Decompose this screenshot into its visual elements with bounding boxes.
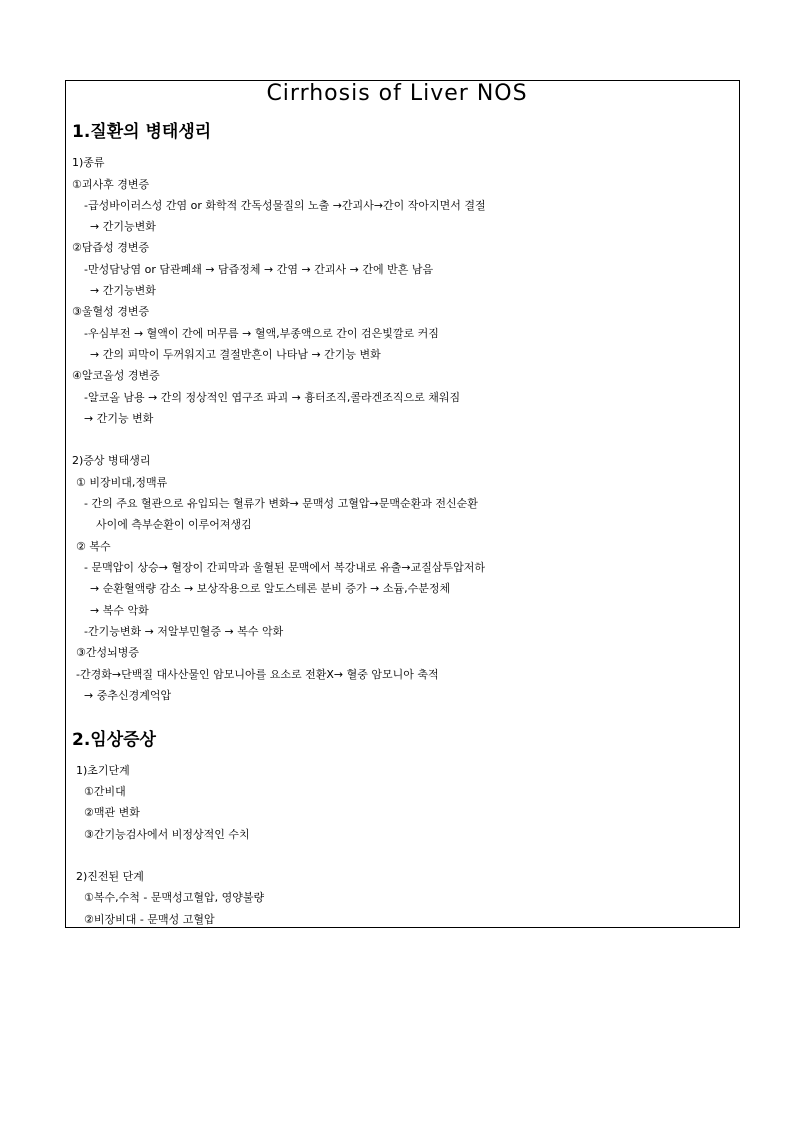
list-item: ②비장비대 - 문맥성 고혈압 bbox=[84, 913, 215, 926]
subheading-symptom-pathophysiology: 2)증상 병태생리 bbox=[72, 454, 151, 467]
subheading-types: 1)종류 bbox=[72, 156, 105, 169]
list-item: → 순환혈액량 감소 → 보상작용으로 알도스테론 분비 증가 → 소듐,수분정체 bbox=[90, 582, 451, 595]
subheading-advanced-stage: 2)진전된 단계 bbox=[76, 870, 144, 883]
list-item: -만성담낭염 or 담관폐쇄 → 담즙정체 → 간염 → 간괴사 → 간에 반흔 남음 bbox=[84, 263, 434, 276]
list-item: → 간기능변화 bbox=[90, 220, 156, 233]
list-item: - 문맥압이 상승→ 혈장이 간피막과 울혈된 문맥에서 복강내로 유출→교질삼투압저하 bbox=[84, 561, 486, 574]
list-item: -알코올 남용 → 간의 정상적인 엽구조 파괴 → 흉터조직,콜라겐조직으로 채워짐 bbox=[84, 391, 461, 404]
list-item: ①괴사후 경변증 bbox=[72, 178, 150, 191]
document-title: Cirrhosis of Liver NOS bbox=[266, 81, 528, 106]
list-item: ③간성뇌병증 bbox=[76, 646, 139, 659]
list-item: → 간기능 변화 bbox=[84, 412, 154, 425]
list-item: ①복수,수척 - 문맥성고혈압, 영양불량 bbox=[84, 891, 265, 904]
list-item: ②맥관 변화 bbox=[84, 806, 140, 819]
list-item: ①간비대 bbox=[84, 785, 126, 798]
section-heading-clinical-symptoms: 2.임상증상 bbox=[72, 730, 156, 750]
list-item: ③간기능검사에서 비정상적인 수치 bbox=[84, 828, 250, 841]
list-item: ① 비장비대,정맥류 bbox=[76, 476, 168, 489]
list-item: → 중추신경계억압 bbox=[84, 689, 172, 702]
list-item: -간경화→단백질 대사산물인 암모니아를 요소로 전환X→ 혈중 암모니아 축적 bbox=[76, 668, 439, 681]
list-item: ②담즙성 경변증 bbox=[72, 241, 150, 254]
list-item: - 간의 주요 혈관으로 유입되는 혈류가 변화→ 문맥성 고혈압→문맥순환과 전신순환 bbox=[84, 497, 478, 510]
list-item: ④알코올성 경변증 bbox=[72, 369, 160, 382]
list-item: -급성바이러스성 간염 or 화학적 간독성물질의 노출 →간괴사→간이 작아지면서 결절 bbox=[84, 199, 486, 212]
list-item: → 간기능변화 bbox=[90, 284, 156, 297]
subheading-early-stage: 1)초기단계 bbox=[76, 764, 130, 777]
list-item: 사이에 측부순환이 이루어져생김 bbox=[96, 518, 252, 531]
list-item: → 복수 악화 bbox=[90, 604, 149, 617]
list-item: ③울혈성 경변증 bbox=[72, 305, 150, 318]
list-item: -우심부전 → 혈액이 간에 머무름 → 혈액,부종액으로 간이 검은빛깔로 커짐 bbox=[84, 327, 439, 340]
list-item: -간기능변화 → 저알부민혈증 → 복수 악화 bbox=[84, 625, 284, 638]
list-item: ② 복수 bbox=[76, 540, 111, 553]
section-heading-pathophysiology: 1.질환의 병태생리 bbox=[72, 122, 212, 142]
list-item: → 간의 피막이 두꺼워지고 결절반흔이 나타남 → 간기능 변화 bbox=[90, 348, 381, 361]
